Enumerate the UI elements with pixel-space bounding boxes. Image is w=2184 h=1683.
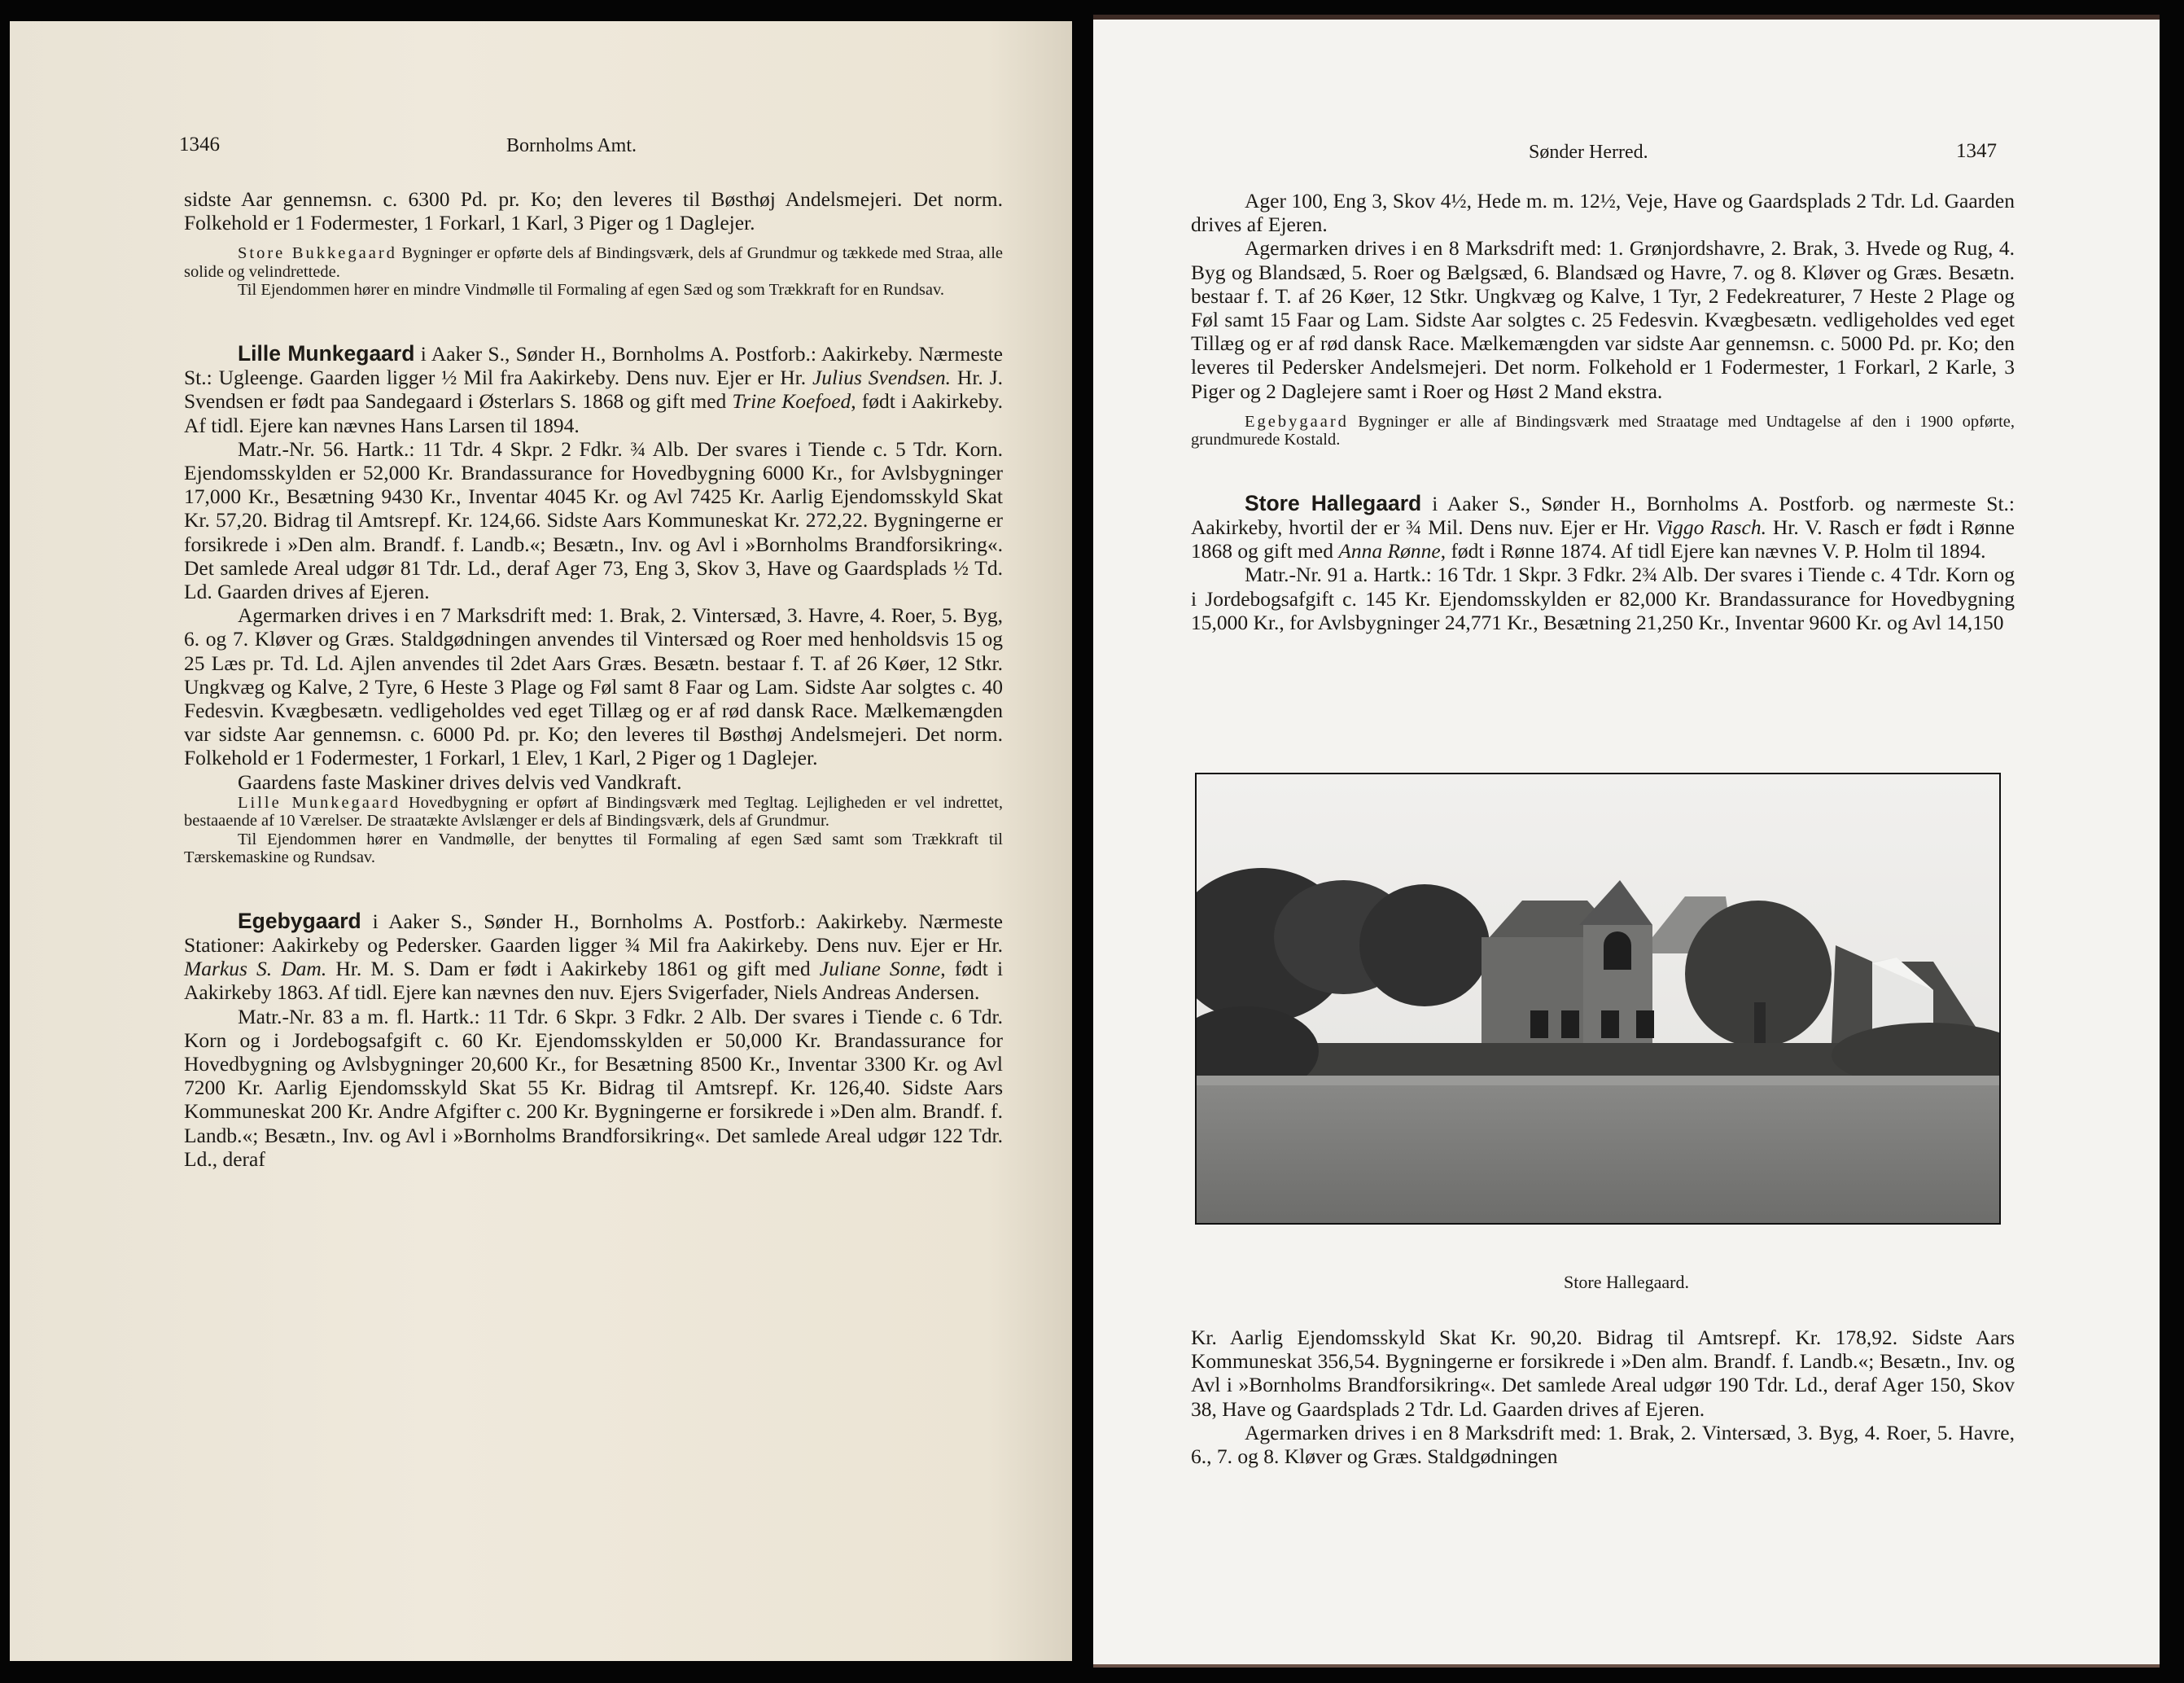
estate-name-spaced: Store Bukkegaard [238, 244, 397, 263]
paragraph: sidste Aar gennemsn. c. 6300 Pd. pr. Ko; den leveres til Bøsthøj Andelsmejeri. Det norm. Folkehold er 1 Fodermester, 1 Forkarl, 1 Karl, 3 Piger og 1 Daglejer. [184, 187, 1003, 235]
paragraph-small: Til Ejendommen hører en Vandmølle, der benyttes til Formaling af egen Sæd samt som Trækkraft til Tærskemaskine og Rundsav. [184, 830, 1003, 867]
paragraph-small: Egebygaard Bygninger er alle af Bindingsværk med Straatage med Undtagelse af den i 1900 opførte, grundmurede Kostald. [1191, 412, 2015, 449]
paragraph: Agermarken drives i en 8 Marksdrift med: 1. Brak, 2. Vintersæd, 3. Byg, 4. Roer, 5. Havre, 6., 7. og 8. Kløver og Græs. Staldgødningen [1191, 1420, 2015, 1469]
owner-name: Julius Svendsen. [812, 366, 952, 390]
running-header: Sønder Herred. [1529, 142, 1648, 163]
spouse-name: Juliane Sonne [819, 957, 941, 981]
entry-egebygaard: Egebygaard i Aaker S., Sønder H., Bornholms A. Postforb.: Aakirkeby. Nærmeste Stationer: Aakirkeby og Pedersker. Gaarden ligger ¾ Mil fra Aakirkeby. Dens nuv. Ejer er Hr. Markus S. Dam. Hr. M. S. Dam er født i Aakirkeby 1861 og gift med Juliane Sonne, født i Aakirkeby 1863. Af tidl. Ejere kan nævnes den nuv. Ejers Svigerfader, Niels Andreas Andersen. [184, 908, 1004, 1005]
running-header: Bornholms Amt. [506, 135, 637, 156]
owner-name: Viggo Rasch. [1656, 515, 1766, 540]
entry-lille-munkegaard: Lille Munkegaard i Aaker S., Sønder H., Bornholms A. Postforb.: Aakirkeby. Nærmeste St.: Ugleenge. Gaarden ligger ½ Mil fra Aakirkeby. Dens nuv. Ejer er Hr. Julius Svendsen. Hr. J. Svendsen er født paa Sandegaard i Østerlars S. 1868 og gift med Trine Koefoed, født i Aakirkeby. Af tidl. Ejere kan nævnes Hans Larsen til 1894. [184, 340, 1003, 437]
paragraph: Gaardens faste Maskiner drives delvis ved Vandkraft. [238, 769, 682, 794]
estate-title: Egebygaard [238, 908, 361, 933]
spouse-name: Anna Rønne [1338, 539, 1441, 563]
paragraph: Matr.-Nr. 91 a. Hartk.: 16 Tdr. 1 Skpr. 3 Fdkr. 2¾ Alb. Der svares i Tiende c. 4 Tdr. Korn og i Jordebogsafgift c. 145 Kr. Ejendomsskylden er 82,000 Kr. Brandassurance for Hovedbygning 15,000 Kr., for Avlsbygninger 24,771 Kr., Besætning 21,250 Kr., Inventar 9600 Kr. og Avl 14,150 [1191, 563, 2015, 634]
entry-store-hallegaard: Store Hallegaard i Aaker S., Sønder H., Bornholms A. Postforb. og nærmeste St.: Aakirkeby, hvortil der er ¾ Mil. Dens nuv. Ejer er Hr. Viggo Rasch. Hr. V. Rasch er født i Rønne 1868 og gift med Anna Rønne, født i Rønne 1874. Af tidl Ejere kan nævnes V. P. Holm til 1894. [1191, 490, 2015, 563]
paragraph: Agermarken drives i en 7 Marksdrift med: 1. Brak, 2. Vintersæd, 3. Havre, 4. Roer, 5. Byg, 6. og 7. Kløver og Græs. Staldgødningen anvendes til Vintersæd og Roer med henholdsvis 15 og 25 Læs pr. Td. Ld. Ajlen anvendes til 2det Aars Græs. Besætn. bestaar f. T. af 26 Køer, 12 Stkr. Ungkvæg og Kalve, 2 Tyre, 6 Heste 3 Plage og Føl samt 8 Faar og Lam. Sidste Aar solgtes c. 40 Fedesvin. Kvægbesætn. vedligeholdes ved eget Tillæg og er af rød dansk Race. Mælkemængden var sidste Aar gennemsn. c. 6000 Pd. pr. Ko; den leveres til Bøsthøj Andelsmejeri. Det norm. Folkehold er 1 Fodermester, 1 Forkarl, 1 Elev, 1 Karl, 2 Piger og 1 Daglejer. [184, 603, 1003, 770]
paragraph: Matr.-Nr. 83 a m. fl. Hartk.: 11 Tdr. 6 Skpr. 3 Fdkr. 2 Alb. Der svares i Tiende c. 6 Tdr. Korn og i Jordebogsafgift c. 60 Kr. Ejendomsskylden er 50,000 Kr. Brandassurance for Hovedbygning og Avlsbygninger 20,600 Kr., for Besætning 8500 Kr., Inventar 3300 Kr. og Avl 7200 Kr. Aarlig Ejendomsskyld Skat 55 Kr. Bidrag til Amtsrepf. Kr. 126,40. Sidste Aars Kommuneskat 200 Kr. Andre Afgifter c. 200 Kr. Bygningerne er forsikrede i »Den alm. Brandf. f. Landb.«; Besætn., Inv. og Avl i »Bornholms Brandforsikring«. Det samlede Areal udgør 122 Tdr. Ld., deraf [184, 1004, 1003, 1171]
estate-name-spaced: Egebygaard [1245, 412, 1349, 431]
text-column [184, 187, 1003, 1171]
text-column-top [1191, 189, 2015, 634]
page-number: 1346 [179, 134, 220, 156]
farm-photograph [1195, 773, 2001, 1225]
paragraph: Kr. Aarlig Ejendomsskyld Skat Kr. 90,20. Bidrag til Amtsrepf. Kr. 178,92. Sidste Aars Kommuneskat 356,54. Bygningerne er forsikrede i »Den alm. Brandf. f. Landb.«; Besætn., Inv. og Avl i »Bornholms Brandforsikring«. Det samlede Areal udgør 190 Tdr. Ld., deraf Ager 150, Skov 38, Have og Gaardsplads 2 Tdr. Ld. Gaarden drives af Ejeren. [1191, 1326, 2015, 1421]
paragraph: Agermarken drives i en 8 Marksdrift med: 1. Grønjordshavre, 2. Brak, 3. Hvede og Rug, 4. Byg og Blandsæd, 5. Roer og Bælgsæd, 6. Blandsæd og Havre, 7. og 8. Kløver og Græs. Besætn. bestaar f. T. af 26 Køer, 12 Stkr. Ungkvæg og Kalve, 1 Tyr, 2 Fedekreaturer, 7 Heste 2 Plage og Føl samt 15 Faar og Lam. Sidste Aar solgtes c. 25 Fedesvin. Kvægbesætn. vedligeholdes ved eget Tillæg og er af rød dansk Race. Mælkemængden var sidste Aar gennemsn. c. 5000 Pd. pr. Ko; den leveres til Pedersker Andelsmejeri. Det norm. Folkehold er 1 Fodermester, 1 Forkarl, 2 Karle, 3 Piger og 2 Daglejere samt i Roer og Høst 2 Mand ekstra. [1191, 236, 2015, 403]
estate-title: Lille Munkegaard [238, 340, 415, 366]
paragraph-small: Lille Munkegaard Hovedbygning er opført af Bindingsværk med Tegltag. Lejligheden er vel indrettet, bestaaende af 10 Værelser. De straatækte Avlslænger er dels af Bindingsværk, dels af Grundmur. [184, 793, 1003, 831]
left-page [10, 21, 1072, 1661]
paragraph-small: Til Ejendommen hører en mindre Vindmølle til Formaling af egen Sæd og som Trækkraft for en Rundsav. [238, 281, 945, 300]
estate-title: Store Hallegaard [1245, 490, 1422, 515]
paragraph-small: Store Bukkegaard Bygninger er opførte dels af Bindingsværk, dels af Grundmur og tækkede med Straa, alle solide og velindrettede. [184, 244, 1003, 281]
text-column-bottom [1191, 1326, 2015, 1468]
paragraph: Matr.-Nr. 56. Hartk.: 11 Tdr. 4 Skpr. 2 Fdkr. ¾ Alb. Der svares i Tiende c. 5 Tdr. Korn. Ejendomsskylden er 52,000 Kr. Brandassurance for Hovedbygning 6000 Kr., for Avlsbygninger 17,000 Kr., Besætning 9430 Kr., Inventar 4045 Kr. og Avl 7425 Kr. Aarlig Ejendomsskyld Skat Kr. 57,20. Bidrag til Amtsrepf. Kr. 124,66. Sidste Aars Kommuneskat Kr. 272,22. Bygningerne er forsikrede i »Den alm. Brandf. f. Landb.«; Besætn., Inv. og Avl i »Bornholms Brandforsikring«. Det samlede Areal udgør 81 Tdr. Ld., deraf Ager 73, Eng 3, Skov 3, Have og Gaardsplads ½ Td. Ld. Gaarden drives af Ejeren. [184, 436, 1003, 603]
spouse-name: Trine Koefoed [732, 389, 851, 414]
right-page [1093, 15, 2160, 1668]
paragraph: Ager 100, Eng 3, Skov 4½, Hede m. m. 12½, Veje, Have og Gaardsplads 2 Tdr. Ld. Gaarden drives af Ejeren. [1191, 189, 2015, 237]
photo-caption: Store Hallegaard. [1564, 1272, 1689, 1292]
page-number: 1347 [1956, 140, 1997, 162]
estate-name-spaced: Lille Munkegaard [238, 793, 401, 812]
owner-name: Markus S. Dam. [184, 957, 327, 981]
